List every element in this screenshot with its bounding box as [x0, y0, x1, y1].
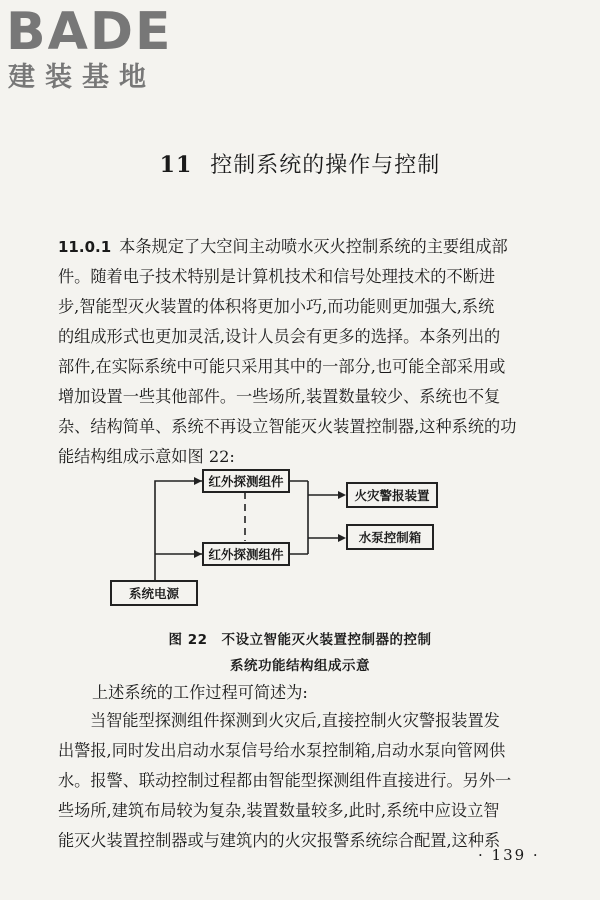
arrow-to-pump: [338, 534, 346, 542]
paragraph-line: 当智能型探测组件探测到火灾后,直接控制火灾警报装置发: [90, 711, 500, 730]
arrow-to-bottom-sensor: [194, 550, 202, 558]
paragraph-line: 件。随着电子技术特别是计算机技术和信号处理技术的不断进: [58, 267, 496, 286]
paragraph-line: 杂、结构简单、系统不再设立智能灭火装置控制器,这种系统的功: [58, 417, 517, 436]
box-sensor-bottom: 红外探测组件: [202, 542, 290, 566]
box-power: 系统电源: [110, 580, 198, 606]
clause-number: 11.0.1: [58, 238, 112, 256]
paragraph-line: 能结构组成示意如图 22:: [58, 447, 235, 466]
box-sensor-top: 红外探测组件: [202, 469, 290, 493]
chapter-title: 控制系统的操作与控制: [210, 153, 441, 178]
chapter-heading: [0, 148, 600, 179]
logo-wordmark: BADE: [6, 2, 173, 62]
paragraph-line: 能灭火装置控制器或与建筑内的火灾报警系统综合配置,这种系: [58, 831, 501, 850]
paragraph-line: 11.0.1 本条规定了大空间主动喷水灭火控制系统的主要组成部: [58, 237, 508, 256]
paragraph-line: 出警报,同时发出启动水泵信号给水泵控制箱,启动水泵向管网供: [58, 741, 506, 760]
paragraph-process-detail: [58, 706, 546, 856]
box-pump: 水泵控制箱: [346, 524, 434, 550]
chapter-number: 11: [159, 152, 193, 178]
paragraph-line: 的组成形式也更加灵活,设计人员会有更多的选择。本条列出的: [58, 327, 501, 346]
paragraph-line: 部件,在实际系统中可能只采用其中的一部分,也可能全部采用或: [58, 357, 506, 376]
paragraph-line: 步,智能型灭火装置的体积将更加小巧,而功能则更加强大,系统: [58, 297, 495, 316]
logo-subtitle: 建装基地: [8, 62, 156, 93]
paragraph-process-intro: 上述系统的工作过程可简述为:: [92, 683, 308, 702]
box-alarm: 火灾警报装置: [346, 482, 438, 508]
paragraph-line: 水。报警、联动控制过程都由智能型探测组件直接进行。另外一: [58, 771, 512, 790]
page-number: · 139 ·: [478, 846, 540, 864]
paragraph-clause-11-0-1: [58, 232, 546, 472]
figure-caption-line2: 系统功能结构组成示意: [230, 658, 370, 674]
paragraph-line: 增加设置一些其他部件。一些场所,装置数量较少、系统也不复: [58, 387, 501, 406]
arrow-to-top-sensor: [194, 477, 202, 485]
figure-label: 图 22: [168, 632, 208, 648]
figure-caption-line1: 不设立智能灭火装置控制器的控制: [221, 632, 432, 648]
bade-logo: [6, 4, 176, 96]
paragraph-line: 些场所,建筑布局较为复杂,装置数量较多,此时,系统中应设立智: [58, 801, 500, 820]
connector-power-to-top-sensor: [155, 481, 202, 580]
figure-caption: [0, 628, 600, 648]
arrow-to-alarm: [338, 491, 346, 499]
